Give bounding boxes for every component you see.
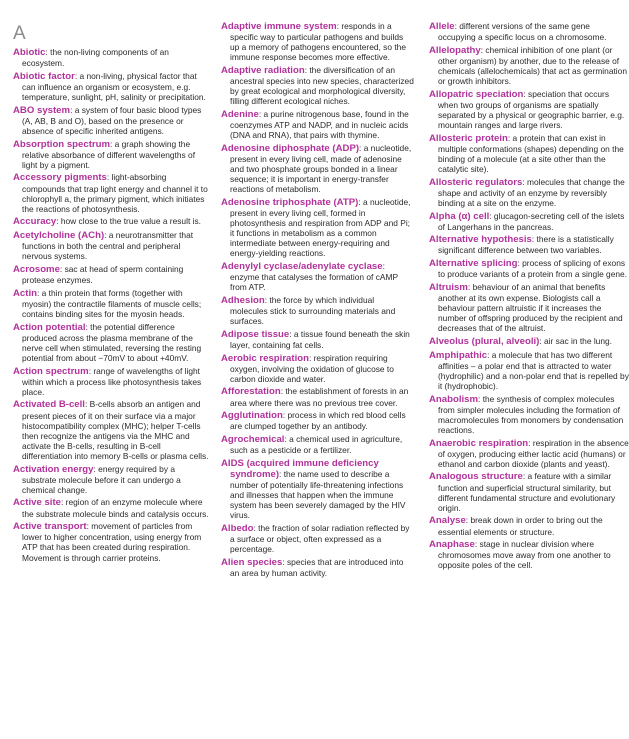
glossary-column-1 <box>13 0 209 565</box>
glossary-term: Abiotic factor <box>13 70 75 82</box>
glossary-definition: : there is a statistically significant difference between two variables. <box>438 234 614 256</box>
glossary-term: Analyse <box>429 515 466 527</box>
glossary-definition: : range of wavelengths of light within which a process like photosynthesis takes place. <box>22 365 202 397</box>
glossary-definition: : stage in nuclear division where chromosomes move away from one another to opposite poles of the cell. <box>438 539 611 571</box>
glossary-entry <box>429 438 629 469</box>
glossary-definition: : a purine nitrogenous base, found in the coenzymes ATP and NADP, and in nucleic acids (DNA and RNA), that pairs with thymine. <box>230 108 409 141</box>
glossary-definition: : the non-living components of an ecosystem. <box>22 47 169 69</box>
glossary-definition: : a system of four basic blood types (A, AB, B and O), based on the presence or absence of specific inherited antigens. <box>22 104 202 136</box>
glossary-definition: : a graph showing the relative absorbance of different wavelengths of light by a pigment. <box>22 138 196 170</box>
glossary-entry <box>429 471 629 512</box>
glossary-term: Activation energy <box>13 463 94 475</box>
glossary-term: Absorption spectrum <box>13 138 111 150</box>
glossary-entry <box>221 386 414 407</box>
glossary-entry <box>13 139 209 170</box>
glossary-definition: : behaviour of an animal that benefits another at its own expense. Biologists call a behaviour pattern altruistic if it increases the number of offspring produced by the recipient and decreases that of the altruist. <box>438 281 623 334</box>
glossary-term: Altruism <box>429 281 468 293</box>
glossary-entry <box>221 458 414 521</box>
glossary-definition: : molecules that change the shape and activity of an enzyme by reversibly binding at a site on the enzyme. <box>438 176 625 208</box>
glossary-entry <box>13 172 209 213</box>
glossary-definition: : break down in order to bring out the essential elements or structure. <box>438 515 603 537</box>
glossary-definition: : light-absorbing compounds that trap light energy and channel it to chlorophyll a, the primary pigment, which initiates the reactions of photosynthesis. <box>22 172 208 214</box>
glossary-term: Albedo <box>221 522 254 534</box>
glossary-entry <box>429 539 629 570</box>
glossary-entry <box>429 45 629 86</box>
glossary-entry <box>429 515 629 536</box>
glossary-term: Allele <box>429 21 455 32</box>
glossary-term: Alternative hypothesis <box>429 234 532 246</box>
glossary-definition: : a thin protein that forms (together with myosin) the contractile filaments of muscle cells; contains binding sites for the myosin heads. <box>22 287 202 319</box>
glossary-definition: : a chemical used in agriculture, such as a pesticide or a fertilizer. <box>230 434 403 456</box>
glossary-definition: : a molecule that has two different affinities – a polar end that is attracted to water (hydrophilic) and a non-polar end that is repelled by it (hydrophobic). <box>438 349 629 391</box>
glossary-entry <box>221 434 414 455</box>
glossary-entry <box>13 105 209 136</box>
glossary-definition: : glucagon-secreting cell of the islets of Langerhans in the pancreas. <box>438 210 625 232</box>
glossary-entry <box>13 366 209 397</box>
glossary-definition: : the name used to describe a number of potentially life-threatening infections and illnesses that happen when the immune system has been severely damaged by the HIV virus. <box>230 468 406 521</box>
glossary-term: AIDS (acquired immune deficiency syndrome) <box>221 457 379 480</box>
glossary-entry <box>13 399 209 461</box>
glossary-term: Alternative splicing <box>429 258 518 270</box>
section-letter: A <box>13 23 26 44</box>
glossary-definition: : region of an enzyme molecule where the substrate molecule binds and catalysis occurs. <box>22 497 209 519</box>
glossary-entry <box>429 336 629 347</box>
glossary-definition: : energy required by a substrate molecule before it can undergo a chemical change. <box>22 463 181 495</box>
glossary-entry <box>221 21 414 62</box>
glossary-column-2 <box>221 0 414 581</box>
glossary-term: Anabolism <box>429 393 479 405</box>
glossary-entry <box>221 353 414 384</box>
glossary-definition: : movement of particles from lower to higher concentration, using energy from ATP that has been created during respiration. Movement is through carrier proteins. <box>22 521 202 563</box>
glossary-definition: : a tissue found beneath the skin layer, containing fat cells. <box>230 328 410 350</box>
glossary-definition: : chemical inhibition of one plant (or other organism) by another, due to the release of chemicals (allelochemicals) that act as germination or growth inhibitors. <box>438 44 627 87</box>
glossary-entry <box>221 329 414 350</box>
glossary-term: Adenylyl cyclase/adenylate cyclase <box>221 261 383 273</box>
glossary-term: Amphipathic <box>429 349 488 361</box>
glossary-definition: : enzyme that catalyses the formation of cAMP from ATP. <box>230 261 398 293</box>
glossary-term: Allosteric protein <box>429 132 508 144</box>
glossary-definition: : responds in a specific way to particular pathogens and builds up a memory of pathogens encountered, so the immune response becomes more effective. <box>230 21 406 63</box>
glossary-entry <box>221 410 414 431</box>
glossary-definition: : respiration in the absence of oxygen, producing either lactic acid (humans) or ethanol and carbon dioxide (plants and yeast). <box>438 437 629 469</box>
glossary-entry <box>429 282 629 333</box>
glossary-entry <box>13 288 209 319</box>
glossary-entry <box>221 557 414 578</box>
glossary-entry <box>13 264 209 285</box>
glossary-term: ABO system <box>13 104 71 116</box>
glossary-entry <box>13 216 209 227</box>
glossary-term: Anaphase <box>429 539 475 551</box>
glossary-definition: : the fraction of solar radiation reflected by a surface or object, often expressed as a percentage. <box>230 522 410 555</box>
glossary-entry <box>221 143 414 194</box>
glossary-term: Allosteric regulators <box>429 176 523 188</box>
glossary-definition: : air sac in the lung. <box>539 335 612 346</box>
glossary-entry <box>429 350 629 391</box>
glossary-entry <box>429 211 629 232</box>
glossary-term: Action potential <box>13 321 86 333</box>
glossary-entry <box>13 71 209 102</box>
glossary-definition: : a nucleotide, present in every living cell, made of adenosine and two phosphate groups bonded in a linear sequence; it is important in energy-transfer reactions of metabolism. <box>230 142 412 195</box>
glossary-entry <box>221 523 414 554</box>
glossary-definition: : the potential difference produced across the plasma membrane of the nerve cell when stimulated, reversing the resting potential from about −70mV to about +40mV. <box>22 321 202 363</box>
glossary-term: Acrosome <box>13 263 60 275</box>
glossary-entry <box>429 177 629 208</box>
glossary-entry <box>13 521 209 562</box>
glossary-entry <box>221 295 414 326</box>
glossary-term: Aerobic respiration <box>221 352 309 364</box>
glossary-definition: : respiration requiring oxygen, involving the oxidation of glucose to carbon dioxide and water. <box>230 352 394 384</box>
glossary-entry <box>13 322 209 363</box>
glossary-definition: : process in which red blood cells are clumped together by an antibody. <box>230 410 406 432</box>
glossary-term: Activated B-cell <box>13 399 85 411</box>
glossary-term: Adaptive immune system <box>221 21 337 32</box>
glossary-definition: : speciation that occurs when two groups of organisms are spatially separated by a physical or geographic barrier, e.g. mountain ranges and large rivers. <box>438 88 625 131</box>
glossary-definition: : a feature with a similar function and superficial structural similarity, but different fundamental structure and evolutionary origin. <box>438 471 616 513</box>
glossary-definition: : a nucleotide, present in every living cell, formed in photosynthesis and respiration from ADP and Pi; it functions in metabolism as a common intermediate between energy-requiring and energy-yielding reactions. <box>230 196 411 259</box>
glossary-term: Afforestation <box>221 386 281 398</box>
glossary-definition: : sac at head of sperm containing protease enzymes. <box>22 263 184 286</box>
glossary-definition: : the establishment of forests in an area where there was no previous tree cover. <box>230 386 409 408</box>
glossary-term: Allelopathy <box>429 44 481 56</box>
glossary-term: Anaerobic respiration <box>429 437 529 449</box>
glossary-definition: : the diversification of an ancestral species into new species, characterized by great ecological and morphological diversity, filling different ecological niches. <box>230 64 414 107</box>
glossary-term: Accuracy <box>13 216 57 228</box>
glossary-term: Alveolus (plural, alveoli) <box>429 335 540 347</box>
glossary-term: Alpha (α) cell <box>429 210 490 222</box>
glossary-term: Abiotic <box>13 47 46 58</box>
glossary-term: Allopatric speciation <box>429 88 524 100</box>
glossary-definition: : B-cells absorb an antigen and present pieces of it on their surface via a major histocompatibility complex (MHC); helper T-cells then recognize the antigens via the MHC and activate the B-cells, resulting in B-cell differentiation into memory B-cells or plasma cells. <box>22 399 209 461</box>
glossary-term: Active transport <box>13 521 87 533</box>
glossary-term: Agglutination <box>221 410 283 422</box>
glossary-term: Adhesion <box>221 294 265 306</box>
glossary-entry <box>221 197 414 259</box>
glossary-entry <box>221 65 414 106</box>
glossary-definition: : different versions of the same gene occupying a specific locus on a chromosome. <box>438 21 607 43</box>
glossary-entry <box>429 234 629 255</box>
glossary-entry <box>429 89 629 130</box>
glossary-entry <box>221 261 414 292</box>
glossary-definition: : the synthesis of complex molecules from simpler molecules including the formation of macromolecules from monomers by condensation reactions. <box>438 393 624 435</box>
glossary-entry <box>429 21 629 42</box>
glossary-term: Adenosine diphosphate (ADP) <box>221 142 360 154</box>
glossary-term: Active site <box>13 497 61 509</box>
glossary-term: Adenine <box>221 108 259 120</box>
glossary-term: Acetylcholine (ACh) <box>13 230 105 242</box>
glossary-entry <box>13 230 209 261</box>
glossary-definition: : a non-living, physical factor that can influence an organism or ecosystem, e.g. temperature, sunlight, pH, salinity or precipitation. <box>22 70 206 102</box>
glossary-entry <box>429 394 629 435</box>
glossary-term: Accessory pigments <box>13 172 107 184</box>
glossary-term: Actin <box>13 287 37 299</box>
glossary-term: Analogous structure <box>429 471 523 483</box>
glossary-definition: : process of splicing of exons to produce variants of a protein from a single gene. <box>438 258 628 280</box>
glossary-term: Agrochemical <box>221 434 285 445</box>
glossary-term: Adenosine triphosphate (ATP) <box>221 196 359 208</box>
glossary-entry <box>13 47 209 68</box>
glossary-definition: : a protein that can exist in multiple conformations (shapes) depending on the binding of a molecule (at a site other than the catalytic site). <box>438 132 624 174</box>
glossary-entry <box>429 258 629 279</box>
glossary-term: Adaptive radiation <box>221 64 305 76</box>
glossary-entry <box>221 109 414 140</box>
glossary-definition: : the force by which individual molecules stick to surrounding materials and surfaces. <box>230 294 396 327</box>
glossary-term: Action spectrum <box>13 365 89 377</box>
glossary-term: Alien species <box>221 556 283 568</box>
glossary-definition: : species that are introduced into an area by human activity. <box>230 556 404 578</box>
glossary-entry <box>13 497 209 518</box>
glossary-definition: : how close to the true value a result is. <box>56 216 201 227</box>
glossary-entry <box>429 133 629 174</box>
glossary-definition: : a neurotransmitter that functions in both the central and peripheral nervous systems. <box>22 230 194 262</box>
glossary-column-3 <box>429 0 629 573</box>
glossary-entry <box>13 464 209 495</box>
glossary-term: Adipose tissue <box>221 328 290 340</box>
